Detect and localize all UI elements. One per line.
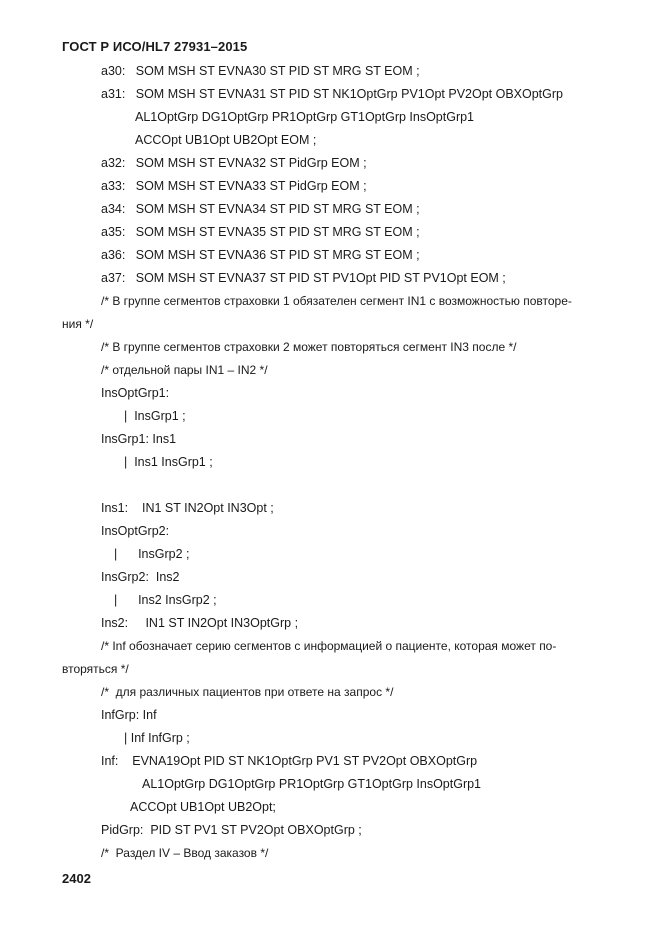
code-line: a32: SOM MSH ST EVNA32 ST PidGrp EOM ; [101, 156, 367, 170]
code-line: a31: SOM MSH ST EVNA31 ST PID ST NK1OptGrp PV1Opt PV2Opt OBXOptGrp [101, 87, 563, 101]
comment-line: /* В группе сегментов страховки 2 может повторяться сегмент IN3 после */ [101, 340, 517, 354]
comment-line: /* отдельной пары IN1 – IN2 */ [101, 363, 268, 377]
code-line: | Ins1 InsGrp1 ; [124, 455, 213, 469]
code-line: InsOptGrp1: [101, 386, 170, 400]
code-line: a34: SOM MSH ST EVNA34 ST PID ST MRG ST EOM ; [101, 202, 420, 216]
code-line: a33: SOM MSH ST EVNA33 ST PidGrp EOM ; [101, 179, 367, 193]
code-line: AL1OptGrp DG1OptGrp PR1OptGrp GT1OptGrp InsOptGrp1 [135, 110, 475, 124]
page-number: 2402 [62, 871, 91, 886]
comment-line: /* Раздел IV – Ввод заказов */ [101, 846, 269, 860]
code-line: a35: SOM MSH ST EVNA35 ST PID ST MRG ST EOM ; [101, 225, 420, 239]
code-line: ACCOpt UB1Opt UB2Opt; [130, 800, 276, 814]
code-line: | Inf InfGrp ; [124, 731, 190, 745]
code-line: a30: SOM MSH ST EVNA30 ST PID ST MRG ST EOM ; [101, 64, 420, 78]
comment-line: /* для различных пациентов при ответе на запрос */ [101, 685, 394, 699]
comment-line: /* В группе сегментов страховки 1 обязателен сегмент IN1 с возможностью повторе- [101, 294, 572, 308]
code-line: Inf: EVNA19Opt PID ST NK1OptGrp PV1 ST PV2Opt OBXOptGrp [101, 754, 478, 768]
code-line: InsOptGrp2: [101, 524, 170, 538]
code-line: a37: SOM MSH ST EVNA37 ST PID ST PV1Opt PID ST PV1Opt EOM ; [101, 271, 506, 285]
code-line: AL1OptGrp DG1OptGrp PR1OptGrp GT1OptGrp InsOptGrp1 [142, 777, 482, 791]
code-line: InsGrp1: Ins1 [101, 432, 177, 446]
code-line: | Ins2 InsGrp2 ; [114, 593, 217, 607]
comment-line: ния */ [62, 317, 94, 331]
code-line: Ins1: IN1 ST IN2Opt IN3Opt ; [101, 501, 274, 515]
code-line: | InsGrp2 ; [114, 547, 190, 561]
page-header: ГОСТ Р ИСО/HL7 27931–2015 [62, 39, 248, 54]
code-line: PidGrp: PID ST PV1 ST PV2Opt OBXOptGrp ; [101, 823, 362, 837]
comment-line: вторяться */ [62, 662, 129, 676]
code-line: a36: SOM MSH ST EVNA36 ST PID ST MRG ST EOM ; [101, 248, 420, 262]
code-line: Ins2: IN1 ST IN2Opt IN3OptGrp ; [101, 616, 299, 630]
code-line: ACCOpt UB1Opt UB2Opt EOM ; [135, 133, 317, 147]
code-line: InfGrp: Inf [101, 708, 157, 722]
code-line: InsGrp2: Ins2 [101, 570, 180, 584]
code-line: | InsGrp1 ; [124, 409, 186, 423]
comment-line: /* Inf обозначает серию сегментов с информацией о пациенте, которая может по- [101, 639, 557, 653]
